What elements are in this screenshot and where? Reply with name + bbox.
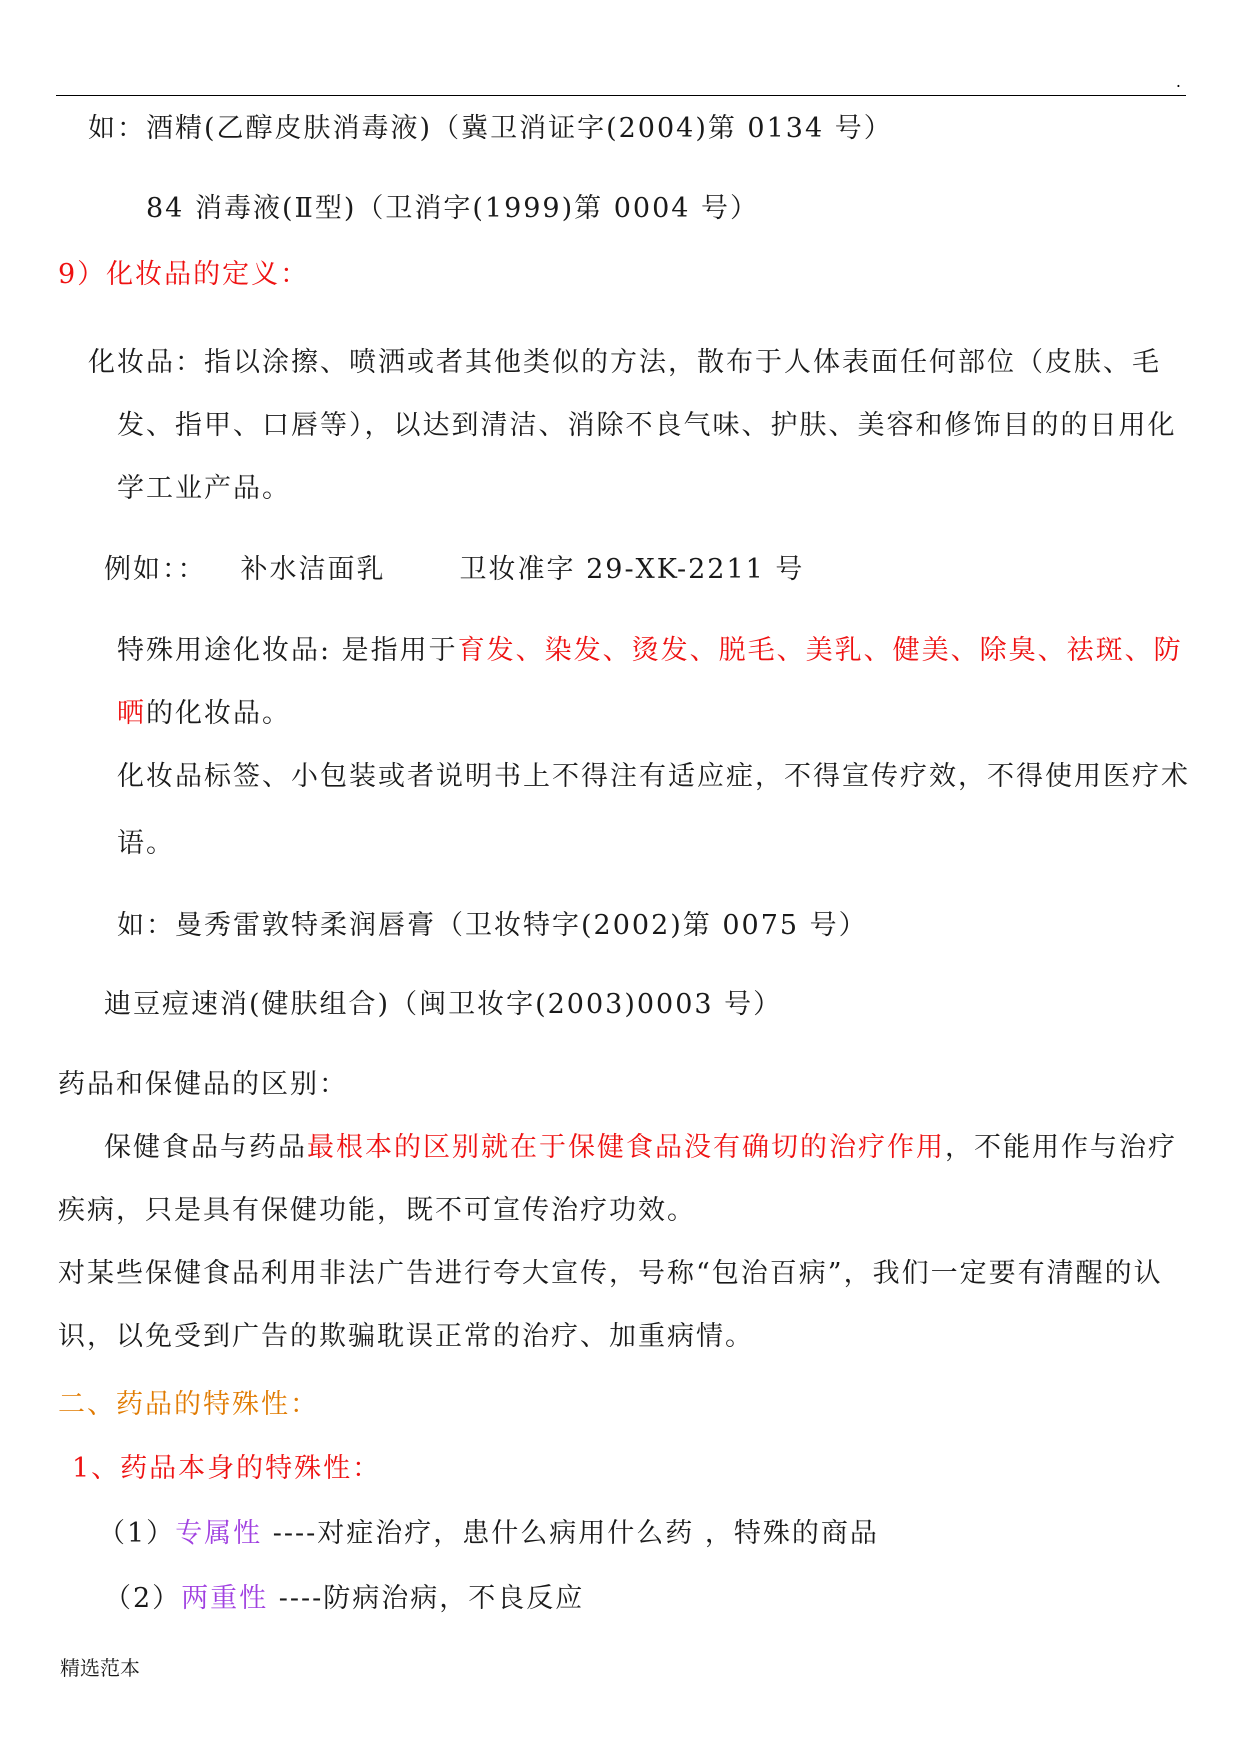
labeling-line1: 化妆品标签、小包装或者说明书上不得注有适应症，不得宣传疗效，不得使用医疗术 bbox=[117, 761, 1190, 792]
header-dot: . bbox=[1175, 72, 1181, 91]
cosmetics-def-line1: 化妆品：指以涂擦、喷洒或者其他类似的方法，散布于人体表面任何部位（皮肤、毛 bbox=[88, 347, 1161, 378]
difference-lead: 保健食品与药品 bbox=[104, 1132, 307, 1163]
example1-product: 补水洁面乳 bbox=[240, 554, 386, 585]
special-use-highlight1: 育发、染发、烫发、脱毛、美乳、健美、除臭、祛斑、防 bbox=[457, 635, 1183, 666]
property-1-number: （1） bbox=[98, 1518, 176, 1549]
cosmetics-def-line2: 发、指甲、口唇等），以达到清洁、消除不良气味、护肤、美容和修饰目的的日用化 bbox=[117, 410, 1177, 441]
page-footer: 精选范本 bbox=[60, 1656, 140, 1680]
property-1-name: 专属性 bbox=[175, 1518, 263, 1549]
example2-line1: 如：曼秀雷敦特柔润唇膏（卫妆特字(2002)第 0075 号） bbox=[117, 910, 868, 941]
special-use-line1 bbox=[117, 634, 1183, 668]
difference-line2: 疾病，只是具有保健功能，既不可宣传治疗功效。 bbox=[58, 1195, 696, 1226]
property-1-desc: ----对症治疗，患什么病用什么药 ，特殊的商品 bbox=[262, 1518, 879, 1549]
example1-line bbox=[104, 553, 804, 587]
labeling-line2: 语。 bbox=[117, 828, 175, 859]
property-2-name: 两重性 bbox=[181, 1583, 269, 1614]
alcohol-example-line2: 84 消毒液(Ⅱ型)（卫消字(1999)第 0004 号） bbox=[146, 193, 760, 224]
example1-license: 卫妆准字 29-XK-2211 号 bbox=[459, 554, 805, 585]
special-use-line2 bbox=[117, 697, 291, 731]
difference-heading: 药品和保健品的区别： bbox=[58, 1069, 348, 1100]
difference-highlight: 最根本的区别就在于保健食品没有确切的治疗作用 bbox=[307, 1132, 945, 1163]
cosmetics-def-line3: 学工业产品。 bbox=[117, 473, 291, 504]
special-use-tail: 的化妆品。 bbox=[146, 698, 291, 729]
subsection1-heading: 1、药品本身的特殊性： bbox=[72, 1453, 382, 1484]
difference-line4: 识，以免受到广告的欺骗耽误正常的治疗、加重病情。 bbox=[58, 1321, 754, 1352]
property-1 bbox=[98, 1517, 879, 1551]
difference-line1 bbox=[104, 1131, 1177, 1165]
section9-heading: 9）化妆品的定义： bbox=[58, 259, 310, 290]
property-2 bbox=[104, 1582, 584, 1616]
alcohol-example-line1: 如：酒精(乙醇皮肤消毒液)（冀卫消证字(2004)第 0134 号） bbox=[88, 113, 893, 144]
difference-line3: 对某些保健食品利用非法广告进行夸大宣传，号称“包治百病”，我们一定要有清醒的认 bbox=[58, 1258, 1163, 1289]
property-2-desc: ----防病治病，不良反应 bbox=[268, 1583, 585, 1614]
special-use-highlight2: 晒 bbox=[117, 698, 146, 729]
example2-line2: 迪豆痘速消(健肤组合)（闽卫妆字(2003)0003 号） bbox=[104, 989, 783, 1020]
header-rule bbox=[56, 95, 1186, 96]
section2-heading: 二、药品的特殊性： bbox=[58, 1389, 319, 1420]
property-2-number: （2） bbox=[104, 1583, 182, 1614]
example1-prefix: 例如：： bbox=[104, 554, 207, 585]
difference-tail: ，不能用作与治疗 bbox=[945, 1132, 1177, 1163]
special-use-lead: 特殊用途化妆品: 是指用于 bbox=[117, 635, 458, 666]
